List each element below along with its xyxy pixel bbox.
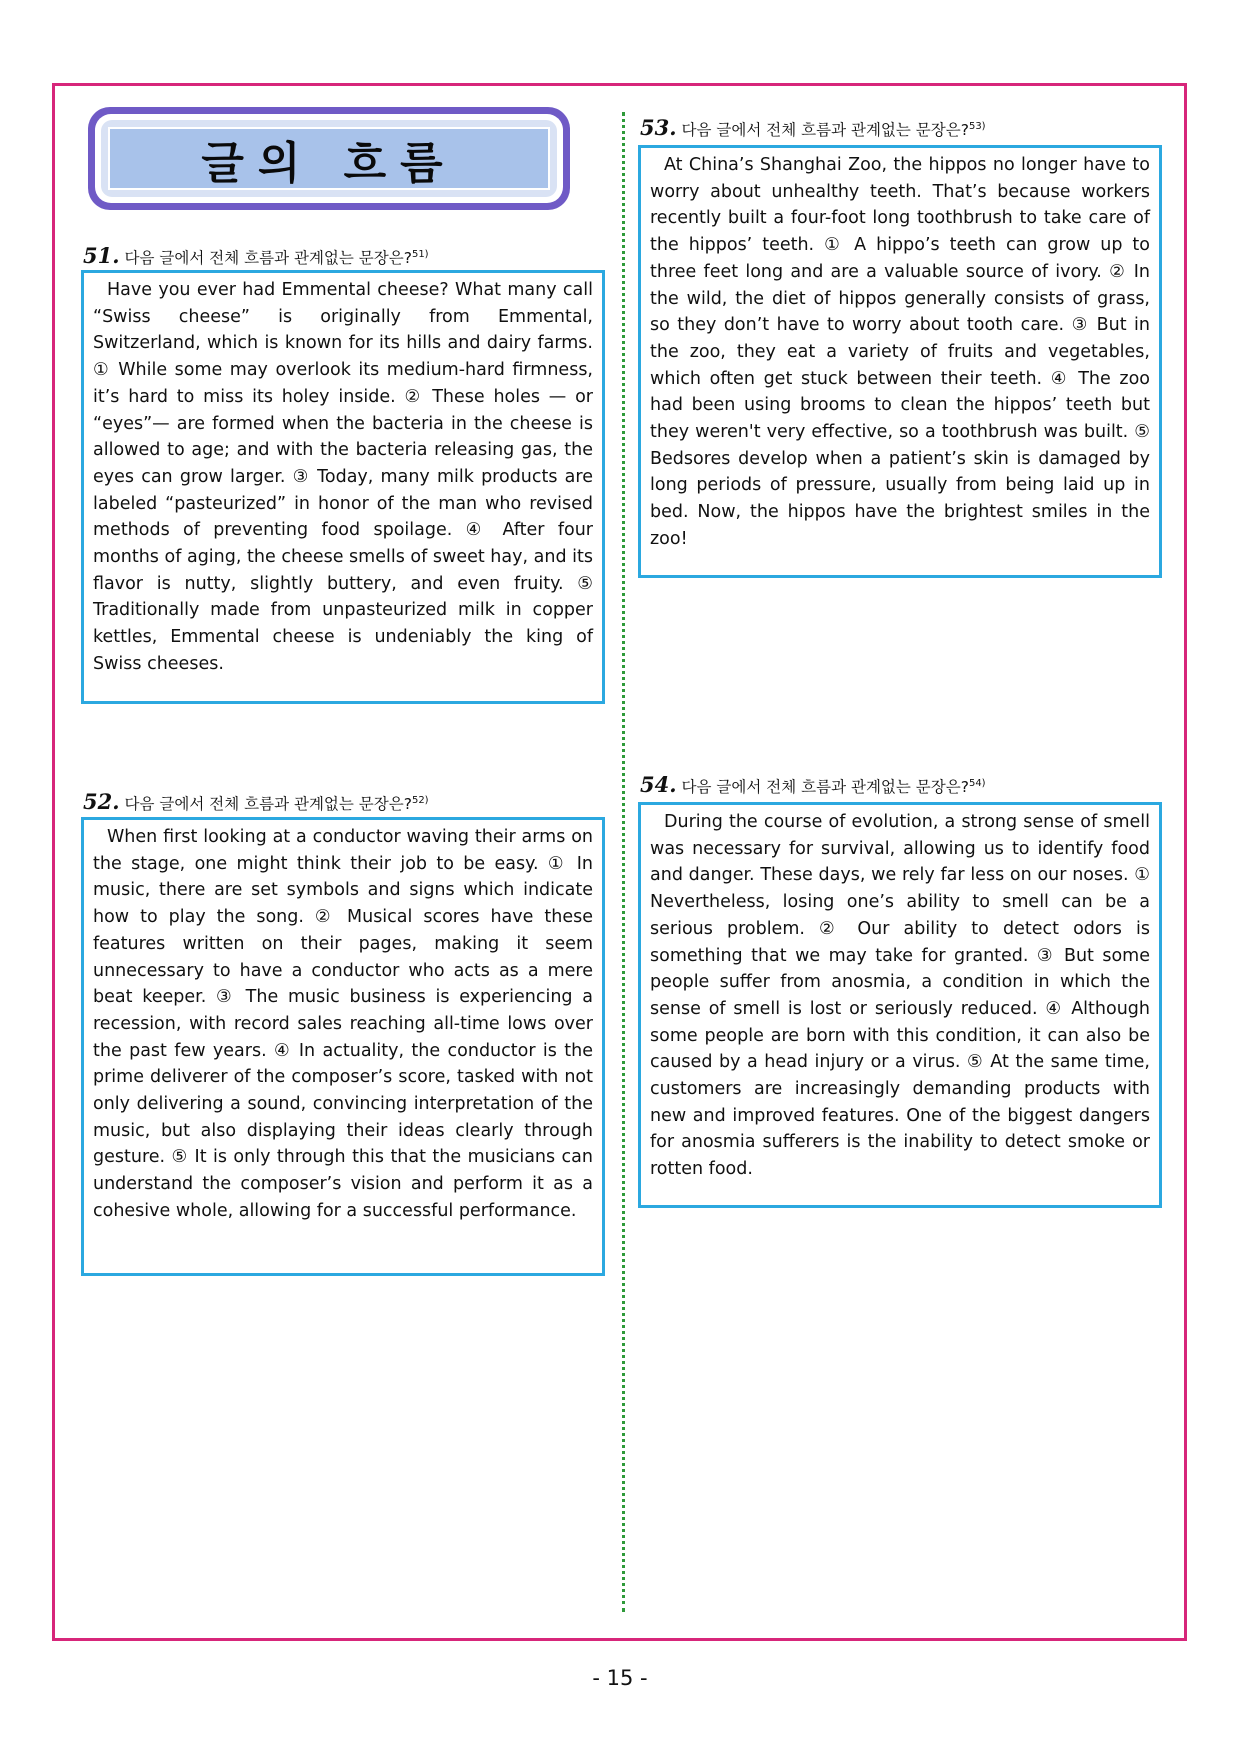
section-title-banner (88, 107, 570, 210)
question-52-heading (83, 789, 429, 814)
passage-text: When first looking at a conductor waving their arms on the stage, one might think their job to be easy. ① In music, there are set symbols and signs which indicate how to play the song. ② Musical scores have these features written on their pages, making it seem unnecessary to have a conductor who acts as a mere beat keeper. ③ The music business is experiencing a recession, with record sales reaching all-time lows over the past few years. ④ In actuality, the conductor is the prime deliverer of the composer’s score, tasked with not only delivering a sound, convincing interpretation of the music, but also displaying their ideas clearly through gesture. ⑤ It is only through this that the musicians can understand the composer’s vision and perform it as a cohesive whole, allowing for a successful performance. (93, 827, 593, 1221)
footnote-ref: 52) (411, 794, 429, 806)
question-53-heading (640, 115, 986, 140)
passage-box-52 (81, 817, 605, 1276)
question-51-heading (83, 243, 429, 268)
question-number: 51. (83, 243, 120, 268)
question-number: 54. (640, 772, 677, 797)
page-number: - 15 - (592, 1666, 648, 1690)
question-prompt: 다음 글에서 전체 흐름과 관계없는 문장은? (681, 121, 969, 139)
question-number: 52. (83, 789, 120, 814)
passage-box-54 (638, 802, 1162, 1208)
footnote-ref: 53) (968, 120, 986, 132)
passage-text: Have you ever had Emmental cheese? What many call “Swiss cheese” is originally from Emmental, Switzerland, which is known for its hills and dairy farms. ① While some may overlook its medium-hard firmness, it’s hard to miss its holey inside. ② These holes — or “eyes”— are formed when the bacteria in the cheese is allowed to age; and with the bacteria releasing gas, the eyes can grow larger. ③ Today, many milk products are labeled “pasteurized” in honor of the man who revised methods of preventing food spoilage. ④ After four months of aging, the cheese smells of sweet hay, and its flavor is nutty, slightly buttery, and even fruity. ⑤ Traditionally made from unpasteurized milk in copper kettles, Emmental cheese is undeniably the king of Swiss cheeses. (93, 280, 593, 674)
section-title: 글의 흐름 (108, 127, 550, 190)
question-prompt: 다음 글에서 전체 흐름과 관계없는 문장은? (681, 778, 969, 796)
question-prompt: 다음 글에서 전체 흐름과 관계없는 문장은? (124, 249, 412, 267)
passage-text: During the course of evolution, a strong sense of smell was necessary for survival, allowing us to identify food and danger. These days, we rely far less on our noses. ① Nevertheless, losing one’s ability to smell can be a serious problem. ② Our ability to detect odors is something that we may take for granted. ③ But some people suffer from anosmia, a condition in which the sense of smell is lost or seriously reduced. ④ Although some people are born with this condition, it can also be caused by a head injury or a virus. ⑤ At the same time, customers are increasingly demanding products with new and improved features. One of the biggest dangers for anosmia sufferers is the inability to detect smoke or rotten food. (650, 812, 1150, 1180)
passage-text: At China’s Shanghai Zoo, the hippos no longer have to worry about unhealthy teeth. That’s because workers recently built a four-foot long toothbrush to take care of the hippos’ teeth. ① A hippo’s teeth can grow up to three feet long and are a valuable source of ivory. ② In the wild, the diet of hippos generally consists of grass, so they don’t have to worry about tooth care. ③ But in the zoo, they eat a variety of fruits and vegetables, which often get stuck between their teeth. ④ The zoo had been using brooms to clean the hippos’ teeth but they weren't very effective, so a toothbrush was built. ⑤ Bedsores develop when a patient’s skin is damaged by long periods of pressure, usually from being laid up in bed. Now, the hippos have the brightest smiles in the zoo! (650, 155, 1150, 549)
passage-box-51 (81, 270, 605, 704)
footnote-ref: 54) (968, 777, 986, 789)
question-number: 53. (640, 115, 677, 140)
question-54-heading (640, 772, 986, 797)
passage-box-53 (638, 145, 1162, 578)
column-divider (622, 112, 625, 1612)
question-prompt: 다음 글에서 전체 흐름과 관계없는 문장은? (124, 795, 412, 813)
footnote-ref: 51) (411, 248, 429, 260)
